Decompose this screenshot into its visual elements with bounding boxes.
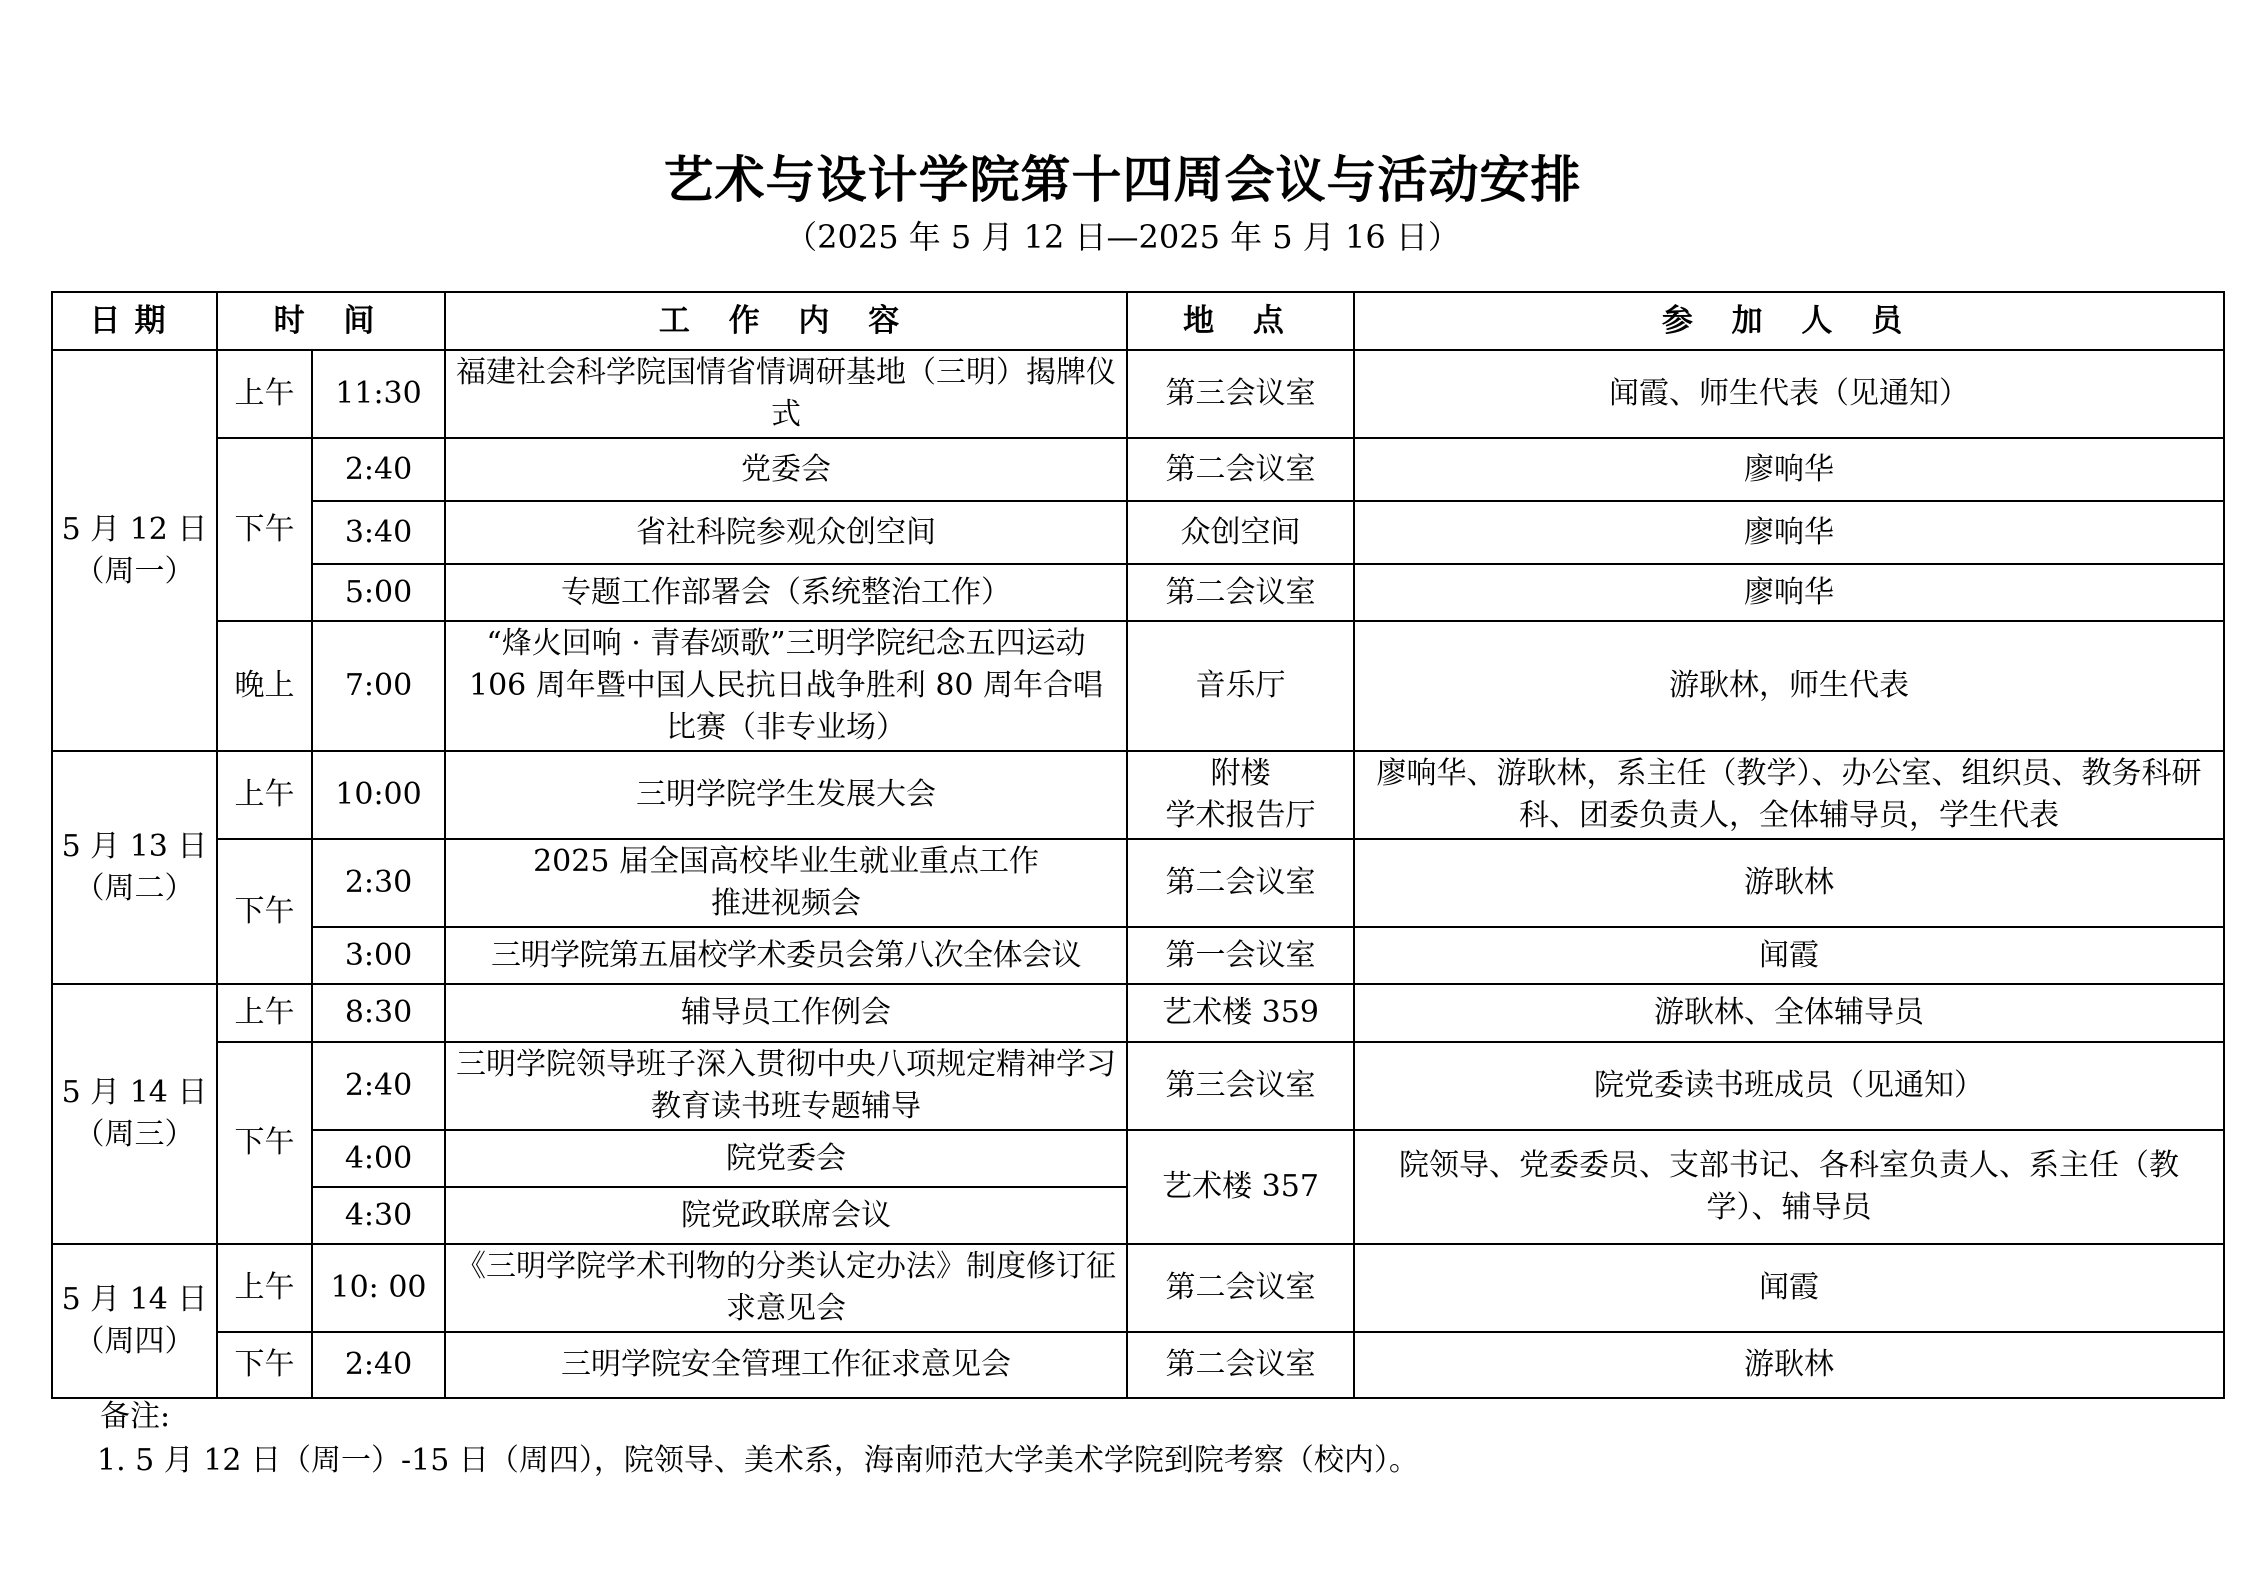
table-row	[52, 501, 2224, 564]
time-cell: 4:30	[312, 1187, 445, 1244]
time-cell: 7:00	[312, 621, 445, 751]
table-row	[52, 621, 2224, 751]
people-cell: 院领导、党委委员、支部书记、各科室负责人、系主任（教学）、辅导员	[1354, 1130, 2224, 1244]
date-cell: 5 月 14 日 （周三）	[52, 984, 217, 1244]
people-cell: 闻霞	[1354, 927, 2224, 984]
place-cell: 第二会议室	[1127, 438, 1354, 501]
table-row	[52, 751, 2224, 839]
time-cell: 3:40	[312, 501, 445, 564]
content-cell: 省社科院参观众创空间	[445, 501, 1127, 564]
table-row	[52, 839, 2224, 927]
period-cell: 上午	[217, 984, 312, 1042]
table-row	[52, 1244, 2224, 1332]
people-cell: 游耿林	[1354, 839, 2224, 927]
schedule-table	[51, 291, 2225, 1399]
people-cell: 游耿林	[1354, 1332, 2224, 1398]
people-cell: 闻霞	[1354, 1244, 2224, 1332]
table-row	[52, 350, 2224, 438]
content-cell: 党委会	[445, 438, 1127, 501]
period-cell: 上午	[217, 350, 312, 438]
place-cell: 众创空间	[1127, 501, 1354, 564]
date-cell: 5 月 12 日 （周一）	[52, 350, 217, 751]
people-cell: 廖响华	[1354, 501, 2224, 564]
notes-label: 备注:	[100, 1399, 171, 1434]
table-row	[52, 1332, 2224, 1398]
date-range-subtitle: （2025 年 5 月 12 日—2025 年 5 月 16 日）	[785, 218, 1460, 256]
time-cell: 2:40	[312, 1042, 445, 1130]
content-cell: 院党政联席会议	[445, 1187, 1127, 1244]
content-cell: 2025 届全国高校毕业生就业重点工作 推进视频会	[445, 839, 1127, 927]
content-cell: 《三明学院学术刊物的分类认定办法》制度修订征求意见会	[445, 1244, 1127, 1332]
header-time: 时 间	[217, 292, 445, 350]
time-cell: 10:00	[312, 751, 445, 839]
time-cell: 10: 00	[312, 1244, 445, 1332]
period-cell: 上午	[217, 751, 312, 839]
place-cell: 第二会议室	[1127, 1332, 1354, 1398]
period-cell: 下午	[217, 1332, 312, 1398]
period-cell: 晚上	[217, 621, 312, 751]
header-people: 参 加 人 员	[1354, 292, 2224, 350]
table-row	[52, 564, 2224, 621]
content-cell: 三明学院领导班子深入贯彻中央八项规定精神学习教育读书班专题辅导	[445, 1042, 1127, 1130]
place-cell: 第二会议室	[1127, 839, 1354, 927]
content-cell: 院党委会	[445, 1130, 1127, 1187]
time-cell: 4:00	[312, 1130, 445, 1187]
notes-section	[97, 1395, 1419, 1483]
time-cell: 2:40	[312, 1332, 445, 1398]
content-cell: 三明学院第五届校学术委员会第八次全体会议	[445, 927, 1127, 984]
people-cell: 院党委读书班成员（见通知）	[1354, 1042, 2224, 1130]
people-cell: 廖响华	[1354, 564, 2224, 621]
time-cell: 2:40	[312, 438, 445, 501]
period-cell: 上午	[217, 1244, 312, 1332]
people-cell: 游耿林、全体辅导员	[1354, 984, 2224, 1042]
people-cell: 游耿林，师生代表	[1354, 621, 2224, 751]
time-cell: 8:30	[312, 984, 445, 1042]
page-title: 艺术与设计学院第十四周会议与活动安排	[663, 151, 1582, 209]
table-row	[52, 1130, 2224, 1187]
place-cell: 第二会议室	[1127, 564, 1354, 621]
table-header-row	[52, 292, 2224, 350]
content-cell: 三明学院安全管理工作征求意见会	[445, 1332, 1127, 1398]
period-cell: 下午	[217, 438, 312, 621]
people-cell: 闻霞、师生代表（见通知）	[1354, 350, 2224, 438]
place-cell: 艺术楼 357	[1127, 1130, 1354, 1244]
content-cell: 福建社会科学院国情省情调研基地（三明）揭牌仪式	[445, 350, 1127, 438]
time-cell: 2:30	[312, 839, 445, 927]
time-cell: 5:00	[312, 564, 445, 621]
people-cell: 廖响华、游耿林，系主任（教学）、办公室、组织员、教务科研科、团委负责人，全体辅导员，学生代表	[1354, 751, 2224, 839]
content-cell: 三明学院学生发展大会	[445, 751, 1127, 839]
period-cell: 下午	[217, 839, 312, 984]
table-row	[52, 438, 2224, 501]
content-cell: 专题工作部署会（系统整治工作）	[445, 564, 1127, 621]
place-cell: 音乐厅	[1127, 621, 1354, 751]
place-cell: 第三会议室	[1127, 1042, 1354, 1130]
table-row	[52, 984, 2224, 1042]
place-cell: 艺术楼 359	[1127, 984, 1354, 1042]
time-cell: 11:30	[312, 350, 445, 438]
header-place: 地 点	[1127, 292, 1354, 350]
time-cell: 3:00	[312, 927, 445, 984]
place-cell: 第一会议室	[1127, 927, 1354, 984]
table-row	[52, 1042, 2224, 1130]
content-cell: 辅导员工作例会	[445, 984, 1127, 1042]
date-cell: 5 月 14 日 （周四）	[52, 1244, 217, 1398]
header-content: 工 作 内 容	[445, 292, 1127, 350]
place-cell: 第二会议室	[1127, 1244, 1354, 1332]
people-cell: 廖响华	[1354, 438, 2224, 501]
place-cell: 第三会议室	[1127, 350, 1354, 438]
period-cell: 下午	[217, 1042, 312, 1244]
header-date: 日期	[52, 292, 217, 350]
table-row	[52, 927, 2224, 984]
note-item: 1. 5 月 12 日（周一）-15 日（周四），院领导、美术系，海南师范大学美术学院到院考察（校内）。	[97, 1443, 1419, 1478]
place-cell: 附楼 学术报告厅	[1127, 751, 1354, 839]
content-cell: “烽火回响 · 青春颂歌”三明学院纪念五四运动 106 周年暨中国人民抗日战争胜利 80 周年合唱比赛（非专业场）	[445, 621, 1127, 751]
date-cell: 5 月 13 日 （周二）	[52, 751, 217, 984]
